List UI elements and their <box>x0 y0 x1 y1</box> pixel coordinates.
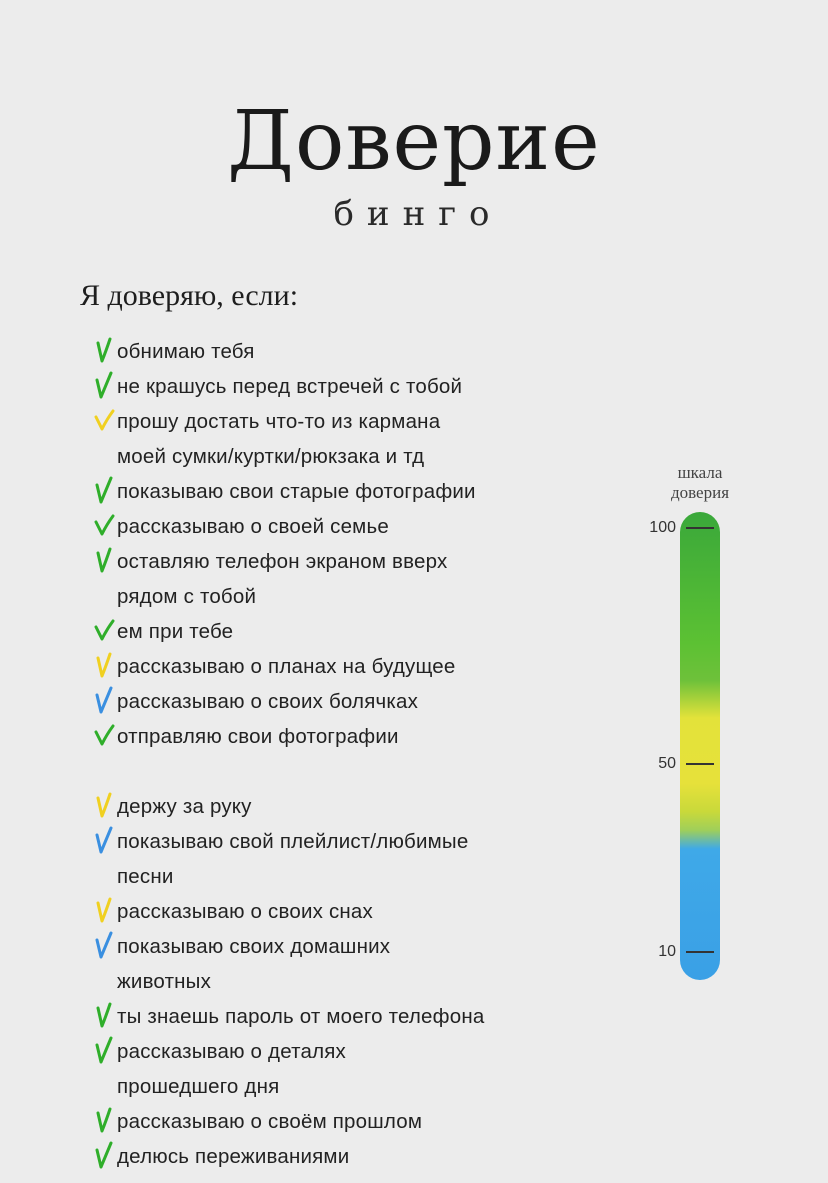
list-item-label: прошедшего дня <box>117 1075 280 1098</box>
checkmark-icon <box>80 1136 116 1176</box>
list-item-label: делюсь переживаниями <box>117 1145 350 1168</box>
checkmark-icon <box>80 786 116 826</box>
list-item-label: песни <box>117 865 174 888</box>
page-title: Доверие <box>227 94 601 189</box>
scale-tick-label: 100 <box>649 519 676 536</box>
trust-scale-bar <box>680 512 720 980</box>
scale-tick-label: 50 <box>658 754 676 772</box>
checkmark-icon <box>80 716 116 756</box>
scale-tick-label: 10 <box>658 943 676 960</box>
list-item-label: не крашусь перед встречей с тобой <box>117 375 463 398</box>
list-item-label: показываю свой плейлист/любимые <box>117 830 469 853</box>
scale-tick-mark <box>686 527 714 529</box>
checkmark-icon <box>80 506 116 546</box>
checkmark-icon <box>80 471 116 511</box>
list-item-label: животных <box>117 970 212 993</box>
list-item-label: рядом с тобой <box>117 585 257 608</box>
list-item-label: рассказываю о планах на будущее <box>117 655 456 678</box>
checkmark-icon <box>80 996 116 1036</box>
list-item-label: показываю свои старые фотографии <box>117 480 476 503</box>
checkmark-icon <box>80 611 116 651</box>
list-item-label: прошу достать что-то из кармана <box>117 410 441 433</box>
list-item-label: рассказываю о своих снах <box>117 900 373 923</box>
page-subtitle: бинго <box>333 194 503 234</box>
list-item-label: рассказываю о своём прошлом <box>117 1110 423 1133</box>
checkmark-icon <box>80 541 116 581</box>
checkmark-icon <box>80 401 116 441</box>
scale-label: доверия <box>670 483 730 502</box>
list-item-label: рассказываю о своей семье <box>117 515 389 538</box>
list-item-label: моей сумки/куртки/рюкзака и тд <box>117 445 425 468</box>
checkmark-icon <box>80 646 116 686</box>
checkmark-icon <box>80 331 116 371</box>
scale-label: шкала <box>677 463 723 482</box>
checkmark-icon <box>80 926 116 966</box>
list-item-label: оставляю телефон экраном вверх <box>117 550 448 573</box>
list-item-label: рассказываю о деталях <box>117 1040 347 1063</box>
checkmark-icon <box>80 681 116 721</box>
list-item-label: обнимаю тебя <box>117 340 255 363</box>
scale-tick-mark <box>686 763 714 765</box>
list-item-label: держу за руку <box>117 795 252 818</box>
list-item-label: рассказываю о своих болячках <box>117 690 419 713</box>
checkmark-icon <box>80 1101 116 1141</box>
list-item-label: ем при тебе <box>117 620 234 643</box>
list-heading: Я доверяю, если: <box>80 279 299 312</box>
scale-tick-mark <box>686 951 714 953</box>
checkmark-icon <box>80 891 116 931</box>
list-item-label: отправляю свои фотографии <box>117 725 399 748</box>
checkmark-icon <box>80 1031 116 1071</box>
checkmark-icon <box>80 821 116 861</box>
trust-scale <box>680 512 720 980</box>
checkmark-icon <box>80 366 116 406</box>
list-item-label: показываю своих домашних <box>117 935 391 958</box>
list-item-label: ты знаешь пароль от моего телефона <box>117 1005 485 1028</box>
